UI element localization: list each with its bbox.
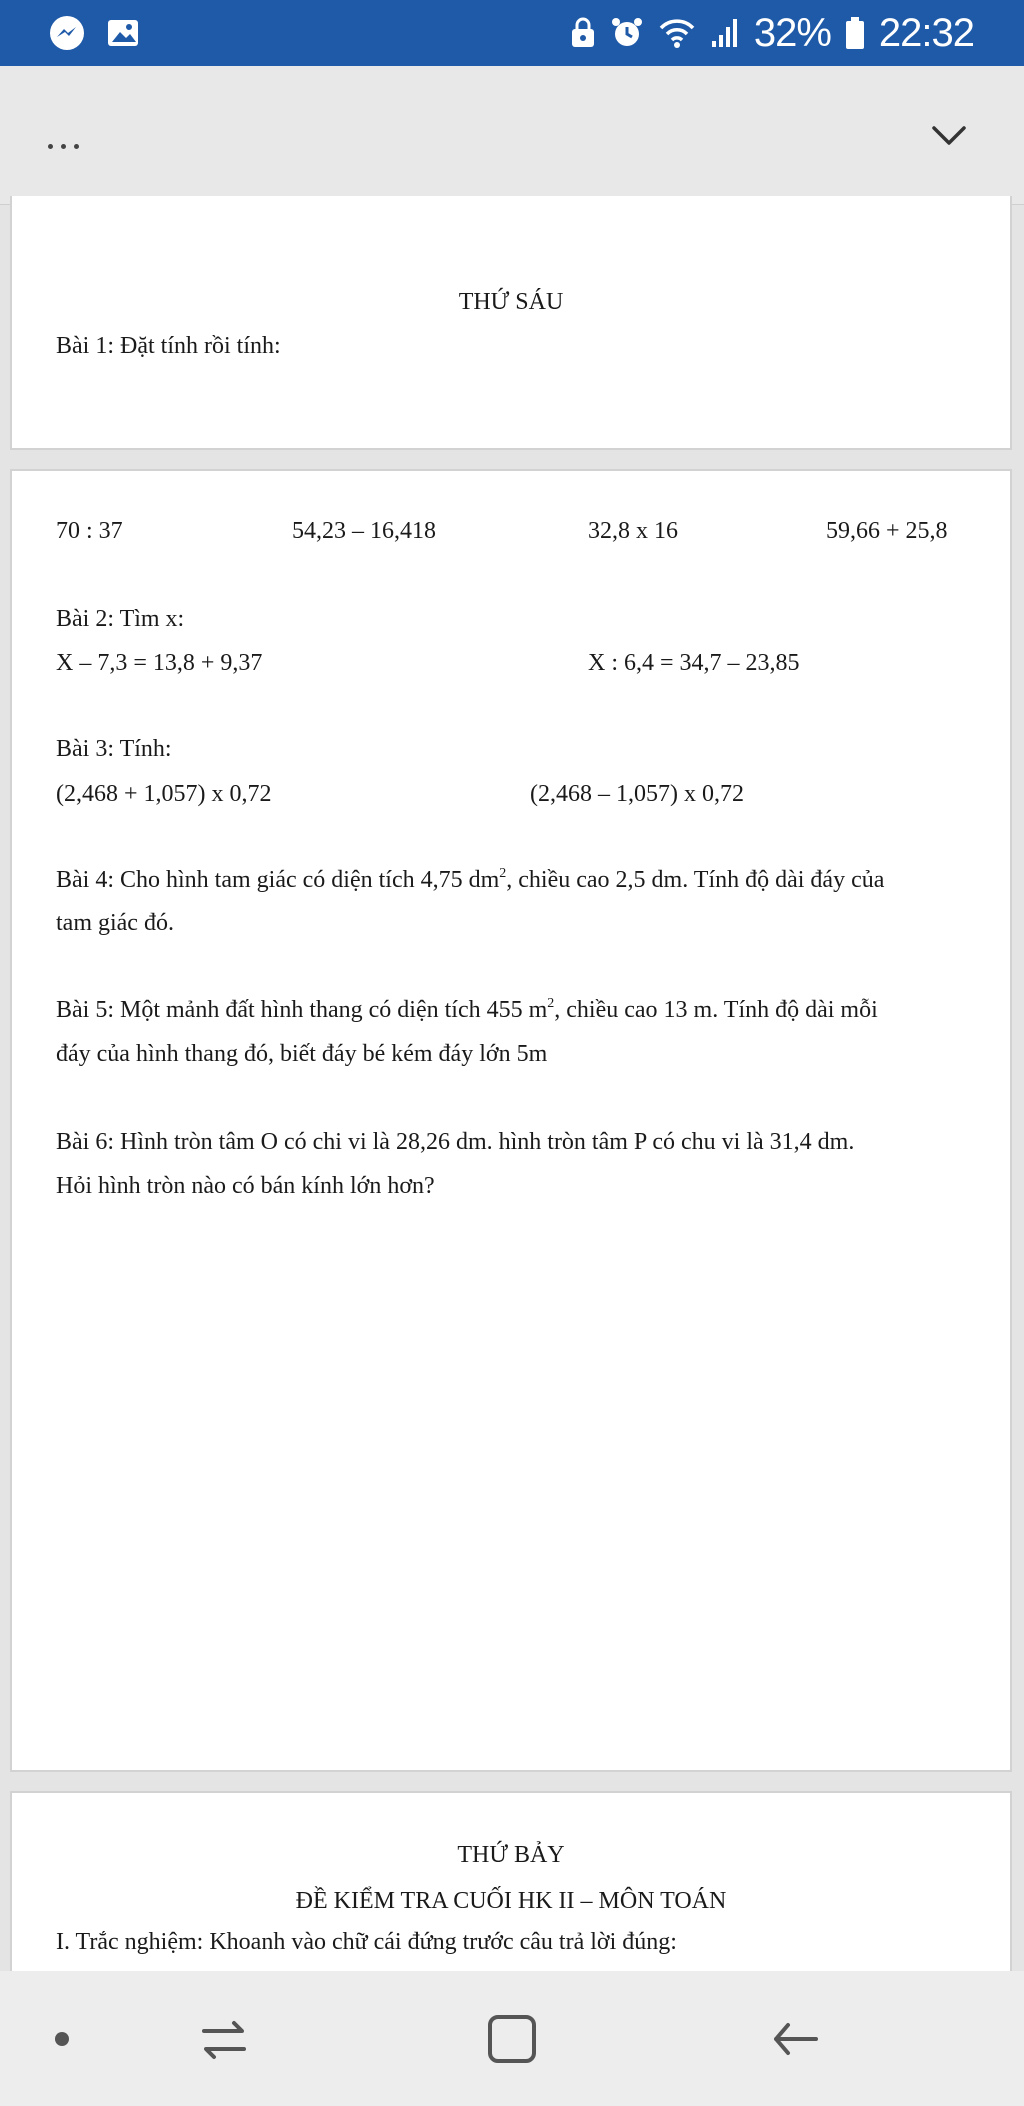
- bai3-title: Bài 3: Tính:: [56, 736, 172, 762]
- status-bar: [0, 0, 1024, 66]
- page-heading-thu-sau: THỨ SÁU: [458, 289, 564, 315]
- bai6-line-1: Bài 6: Hình tròn tâm O có chi vi là 28,26 dm. hình tròn tâm P có chu vi là 31,4 dm.: [56, 1129, 855, 1155]
- document-page-3: [10, 1791, 1012, 1971]
- bai6-line-2: Hỏi hình tròn nào có bán kính lớn hơn?: [56, 1173, 435, 1199]
- bai5-line-1: [56, 998, 878, 1022]
- calc-2: 54,23 – 16,418: [292, 518, 436, 544]
- page-heading-thu-bay: THỨ BẢY: [457, 1842, 565, 1868]
- bai2-equation-2: X : 6,4 = 34,7 – 23,85: [588, 650, 800, 676]
- back-icon[interactable]: [766, 2009, 826, 2069]
- dot-icon[interactable]: [32, 2009, 92, 2069]
- more-dots-icon[interactable]: [44, 122, 84, 162]
- bai3-expression-2: (2,468 – 1,057) x 0,72: [530, 781, 744, 807]
- gallery-icon: [106, 16, 140, 50]
- clock-time: 22:32: [878, 10, 974, 55]
- bai1-title: Bài 1: Đặt tính rồi tính:: [56, 333, 281, 359]
- signal-icon: [710, 17, 740, 49]
- bai2-equation-1: X – 7,3 = 13,8 + 9,37: [56, 650, 263, 676]
- app-toolbar: [0, 66, 1024, 205]
- bai4-text-b: , chiều cao 2,5 dm. Tính độ dài đáy của: [506, 867, 885, 893]
- alarm-icon: [610, 16, 644, 50]
- bai4-superscript: 2: [499, 866, 507, 881]
- messenger-icon: [48, 14, 86, 52]
- document-page-2: [10, 469, 1012, 1772]
- battery-percent: 32%: [753, 10, 831, 55]
- battery-icon: [845, 16, 865, 50]
- exam-title: ĐỀ KIỂM TRA CUỐI HK II – MÔN TOÁN: [295, 1888, 727, 1914]
- bai5-line-2: đáy của hình thang đó, biết đáy bé kém đáy lớn 5m: [56, 1041, 548, 1067]
- system-nav-bar: [0, 1971, 1024, 2106]
- bai2-title: Bài 2: Tìm x:: [56, 606, 185, 632]
- document-page-1: [10, 196, 1012, 450]
- bai5-text-a: Bài 5: Một mảnh đất hình thang có diện tích 455 m: [56, 997, 548, 1023]
- section-trac-nghiem: I. Trắc nghiệm: Khoanh vào chữ cái đứng trước câu trả lời đúng:: [56, 1929, 677, 1955]
- home-icon[interactable]: [482, 2009, 542, 2069]
- calc-4: 59,66 + 25,8: [826, 518, 948, 544]
- calc-1: 70 : 37: [56, 518, 123, 544]
- chevron-down-icon[interactable]: [924, 110, 974, 160]
- bai4-text-a: Bài 4: Cho hình tam giác có diện tích 4,75 dm: [56, 867, 500, 893]
- bai5-superscript: 2: [547, 996, 555, 1011]
- bai5-text-b: , chiều cao 13 m. Tính độ dài mỗi: [554, 997, 878, 1023]
- recent-apps-icon[interactable]: [194, 2009, 254, 2069]
- bai4-line-1: [56, 868, 884, 892]
- bai4-line-2: tam giác đó.: [56, 910, 174, 936]
- lock-icon: [570, 17, 596, 49]
- calc-3: 32,8 x 16: [588, 518, 678, 544]
- bai3-expression-1: (2,468 + 1,057) x 0,72: [56, 781, 272, 807]
- wifi-icon: [658, 17, 696, 49]
